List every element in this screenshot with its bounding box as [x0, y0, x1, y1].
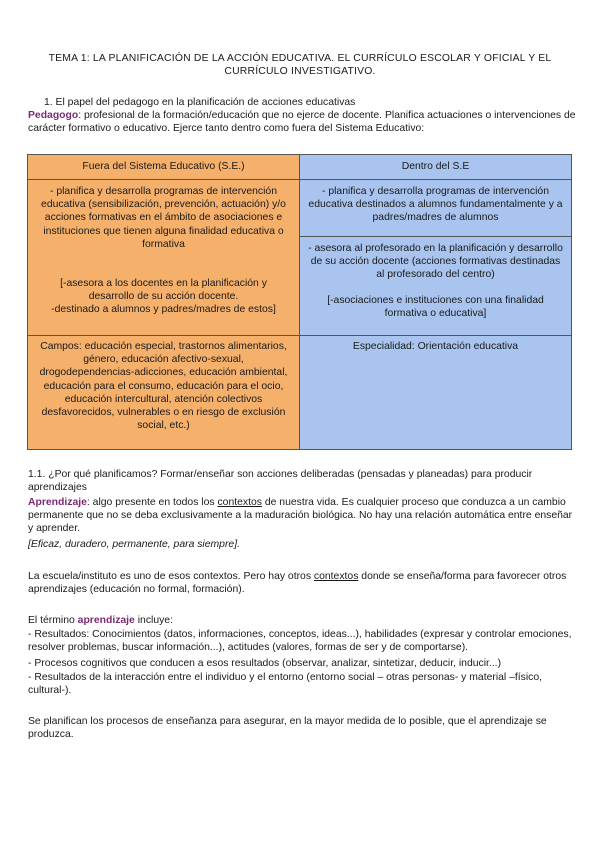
section-heading: 1. El papel del pedagogo en la planificación de acciones educativas: [44, 97, 356, 108]
outside-function-text: - planifica y desarrolla programas de intervención educativa (sensibilización, prevención, actuación) y/o acciones formativas en el ámbito de asociaciones e instituciones que tienen alguna finalidad educativa o formativa: [41, 186, 286, 250]
table-cell-inside-advice: [300, 237, 572, 336]
italic-note: [Eficaz, duradero, permanente, para siempre].: [28, 539, 240, 550]
table-cell-fields: Campos: educación especial, trastornos alimentarios, género, educación afectivo-sexual, drogodependencias-adicciones, educación ambiental, educación para el consumo, educación para el ocio, educación intercultural, atención colectivos desfavorecidos, vulnerables o en riesgo de exclusión social, etc.): [28, 336, 300, 450]
roles-table: [27, 154, 572, 450]
closing-paragraph: Se planifican los procesos de enseñanza para asegurar, en la mayor medida de lo posible, que el aprendizaje se produzca.: [28, 716, 547, 740]
page-title: TEMA 1: LA PLANIFICACIÓN DE LA ACCIÓN EDUCATIVA. EL CURRÍCULO ESCOLAR Y OFICIAL Y EL CURRÍCULO INVESTIGATIVO.: [48, 53, 552, 77]
table-cell-inside-programs: - planifica y desarrolla programas de intervención educativa destinados a alumnos fundamentalmente y a padres/madres de alumnos: [300, 180, 572, 237]
contextos-underlined: contextos: [217, 497, 262, 508]
contextos-underlined-2: contextos: [313, 571, 359, 582]
escuela-text-post: donde se enseña/forma para favorecer otros aprendizajes (educación no formal, formación).: [28, 571, 567, 595]
list-item-interaction: - Resultados de la interacción entre el individuo y el entorno (entorno social – otras personas- y material –físico, cultural-).: [28, 672, 543, 696]
table-header-inside: Dentro del S.E: [300, 155, 572, 180]
inside-advice-text: - asesora al profesorado en la planificación y desarrollo de su acción docente (acciones formativas destinadas al profesorado del centro): [308, 243, 563, 281]
pedagogo-paragraph: [28, 109, 576, 135]
aprendizaje-paragraph: [28, 496, 576, 535]
table-cell-specialty: Especialidad: Orientación educativa: [300, 336, 572, 450]
outside-advice-text: [-asesora a los docentes en la planificación y desarrollo de su acción docente.: [60, 278, 267, 303]
pedagogo-definition: : profesional de la formación/educación que no ejerce de docente. Planifica actuaciones o intervenciones de carácter formativo o educativo. Ejerce tanto dentro como fuera del Sistema Educativo:: [28, 110, 576, 134]
termino-pre: El término: [28, 615, 78, 626]
table-cell-outside-functions: [28, 180, 300, 336]
aprendizaje-keyword: aprendizaje: [77, 615, 135, 626]
aprendizaje-text-pre: : algo presente en todos los: [86, 497, 218, 508]
inside-associations-text: [-asociaciones e instituciones con una finalidad formativa o educativa]: [327, 294, 544, 319]
escuela-text-pre: La escuela/instituto es uno de esos contextos. Pero hay otros: [28, 571, 314, 582]
escuela-paragraph: [28, 570, 576, 596]
aprendizaje-term: Aprendizaje: [28, 497, 87, 508]
list-item-processes: - Procesos cognitivos que conducen a esos resultados (observar, analizar, sintetizar, deducir, inducir...): [28, 658, 502, 669]
why-plan-paragraph: 1.1. ¿Por qué planificamos? Formar/enseñar son acciones deliberadas (pensadas y planeadas) para producir aprendizajes: [28, 469, 533, 493]
termino-post: incluye:: [134, 615, 173, 626]
termino-line: [28, 614, 576, 627]
list-item-results: - Resultados: Conocimientos (datos, informaciones, conceptos, ideas...), habilidades (expresar y controlar emociones, resolver problemas, buscar información...), actitudes (valores, formas de ser y de comportarse).: [28, 629, 572, 653]
outside-target-text: -destinado a alumnos y padres/madres de estos]: [51, 304, 276, 316]
aprendizaje-text-post: de nuestra vida. Es cualquier proceso que conduzca a un cambio permanente que no se deba exclusivamente a la maduración biológica. No hay una relación automática entre enseñar y aprender.: [28, 497, 573, 534]
table-header-outside: Fuera del Sistema Educativo (S.E.): [28, 155, 300, 180]
pedagogo-term: Pedagogo: [28, 110, 79, 121]
